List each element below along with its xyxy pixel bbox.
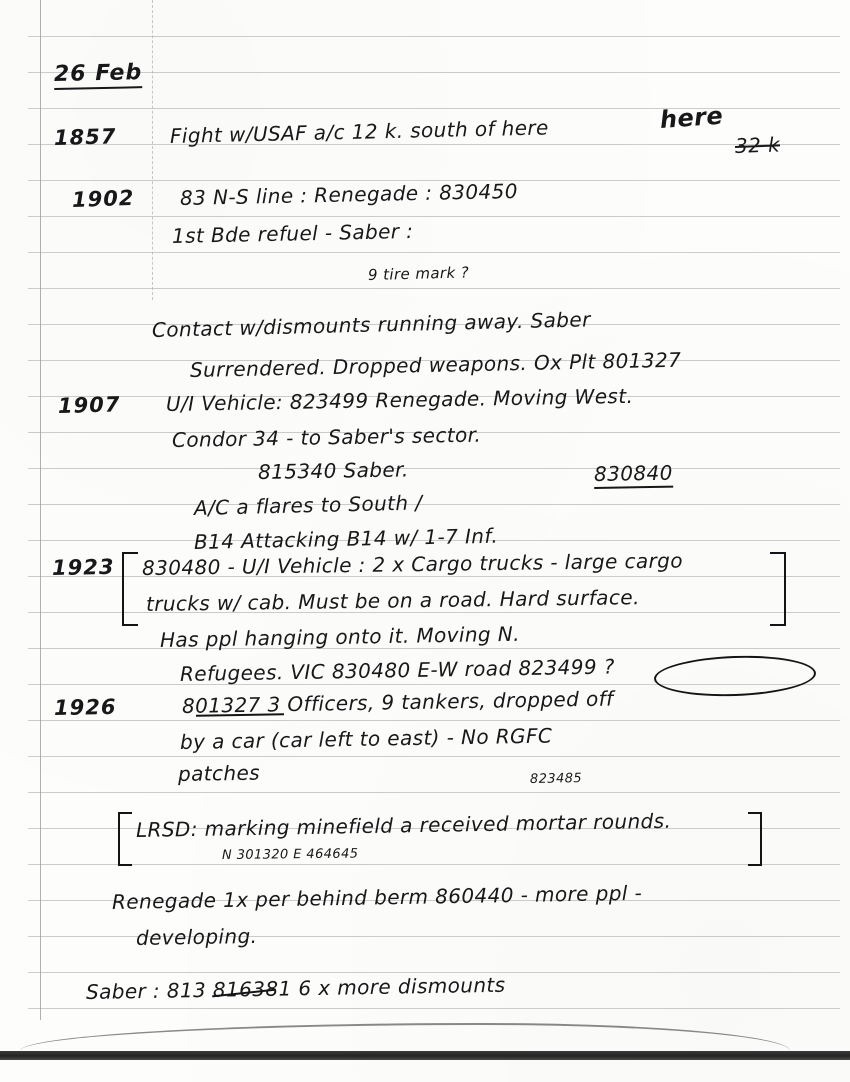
entry-text: Fight w/USAF a/c 12 k. south of here: [169, 115, 549, 148]
entry-text: 815340 Saber.: [257, 457, 409, 484]
entry-text: Surrendered. Dropped weapons. Ox Plt 801327: [189, 347, 682, 382]
entry-text: B14 Attacking B14 w/ 1-7 Inf.: [193, 523, 499, 554]
date-heading: 26 Feb: [54, 60, 143, 90]
entry-text: Renegade 1x per behind berm 860440 - more ppl -: [111, 880, 643, 914]
entry-text: developing.: [135, 923, 258, 950]
rule-line: [28, 504, 840, 505]
rule-line: [28, 72, 840, 73]
entry-text: patches: [177, 760, 261, 786]
bracket-right-annotation: [770, 552, 786, 626]
bracket-right-annotation: [748, 812, 762, 866]
entry-text: by a car (car left to east) - No RGFC: [179, 723, 553, 754]
entry-text: 801327 3 Officers, 9 tankers, dropped off: [181, 686, 614, 718]
entry-text: 1st Bde refuel - Saber :: [171, 218, 414, 248]
bracket-left-annotation: [118, 812, 132, 866]
rule-line: [28, 468, 840, 469]
rule-line: [28, 792, 840, 793]
entry-grid-reference: 830840: [594, 461, 673, 489]
entry-text: Contact w/dismounts running away. Saber: [151, 307, 591, 342]
rule-line: [28, 144, 840, 145]
rule-line: [28, 756, 840, 757]
entry-correction: here: [659, 101, 724, 134]
entry-time: 1926: [53, 694, 117, 720]
entry-text: Condor 34 - to Saber's sector.: [171, 422, 482, 452]
rule-line: [28, 972, 840, 973]
rule-line: [28, 648, 840, 649]
entry-time: 1923: [51, 554, 115, 580]
entry-text: LRSD: marking minefield a received mortar rounds.: [135, 808, 672, 842]
rule-line: [28, 252, 840, 253]
entry-text: U/I Vehicle: 823499 Renegade. Moving West.: [165, 383, 634, 416]
rule-line: [28, 720, 840, 721]
rule-line: [28, 864, 840, 865]
entry-strikethrough: 32 k: [734, 132, 781, 158]
entry-text: 830480 - U/I Vehicle : 2 x Cargo trucks - large cargo: [141, 548, 684, 580]
entry-margin-note: 823485: [529, 771, 583, 787]
entry-text: Has ppl hanging onto it. Moving N.: [159, 621, 521, 652]
bracket-left-annotation: [122, 552, 138, 626]
entry-text: Saber : 813 816381 6 x more dismounts: [85, 972, 506, 1004]
entry-coordinates: N 301320 E 464645: [221, 846, 359, 863]
entry-time: 1857: [53, 124, 117, 150]
entry-time: 1907: [57, 392, 121, 418]
rule-line: [28, 288, 840, 289]
page-bottom-edge: [0, 1051, 850, 1060]
entry-text: 9 tire mark ?: [367, 263, 470, 284]
entry-text: A/C a flares to South /: [193, 490, 423, 520]
entry-time: 1902: [71, 185, 135, 212]
margin-rule-left: [40, 0, 41, 1020]
entry-text: 83 N-S line : Renegade : 830450: [179, 178, 519, 210]
entry-text: Refugees. VIC 830480 E-W road 823499 ?: [179, 654, 616, 686]
rule-line: [28, 36, 840, 37]
rule-line: [28, 216, 840, 217]
entry-text: trucks w/ cab. Must be on a road. Hard surface.: [145, 585, 640, 616]
margin-rule-secondary: [152, 0, 153, 300]
rule-line: [28, 1008, 840, 1009]
